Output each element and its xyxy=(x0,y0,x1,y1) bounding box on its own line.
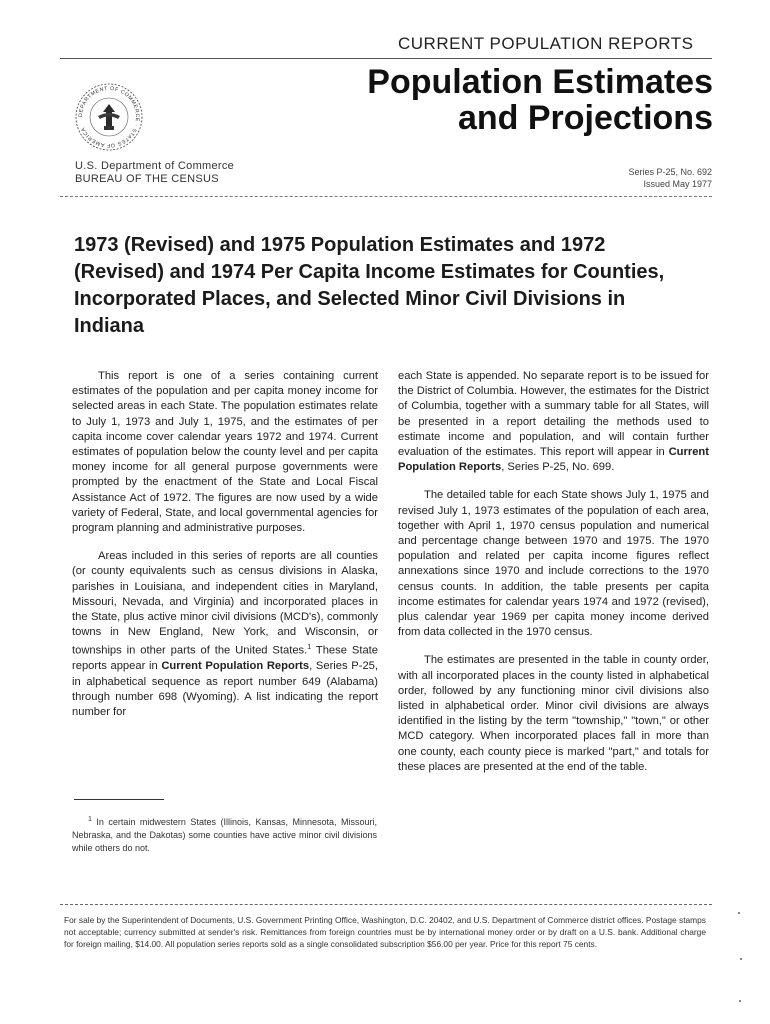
column-right xyxy=(398,369,709,788)
issue-date: Issued May 1977 xyxy=(643,179,712,189)
continued-text: each State is appended. No separate report is to be issued for the District of Columbia. However, the estimates for the District of Columbia, together with a summary table for all States, will be presented in a report detailing the methods used to estimate income and population, and will contain further evaluation of the estimates. This report will appear in xyxy=(398,370,709,459)
series-number: Series P-25, No. 692 xyxy=(628,167,712,177)
scan-speck xyxy=(738,912,740,914)
scan-speck xyxy=(740,958,742,960)
footnote-text: In certain midwestern States (Illinois, Kansas, Minnesota, Missouri, Nebraska, and the Dakotas) some counties have active minor civil divisions while others do not. xyxy=(72,817,377,853)
areas-text-3: , Series P-25, in alphabetical sequence as report number 649 (Alabama) through number 698 (Wyoming). A list indicating the report number for xyxy=(72,660,378,718)
table-order-paragraph: The estimates are presented in the table in county order, with all incorporated places in the county listed in alphabetical order, followed by any functioning minor civil divisions also listed in alphabetical order. Minor civil divisions are always identified in the listing by the term "township," "town," or other MCD category. When incorporated places fall in more than one county, each county piece is marked "part," and totals for these places are presented at the end of the table. xyxy=(398,654,709,773)
main-title-line-1: Population Estimates xyxy=(367,63,713,101)
report-series-ref: Current Population Reports xyxy=(161,660,310,673)
footnote-ref: 1 xyxy=(307,644,312,652)
main-title-line-2: and Projections xyxy=(457,99,713,137)
main-title xyxy=(293,64,713,136)
footnote-rule xyxy=(74,799,164,800)
footnote-marker: 1 xyxy=(88,816,92,823)
bureau-name: BUREAU OF THE CENSUS xyxy=(75,173,219,185)
commerce-seal-icon xyxy=(74,82,144,152)
areas-paragraph xyxy=(72,549,378,720)
table-description-paragraph: The detailed table for each State shows July 1, 1975 and revised July 1, 1973 estimates of the population of each area, together with April 1, 1970 census population and numerical and percentage change between 1970 and 1975. The 1970 population and related per capita income figures reflect annexations since 1970 and include corrections to the 1970 census counts. In addition, the table presents per capita income estimates for calendar years 1974 and 1972 (revised), plus calendar year 1969 per capita money income derived from data collected in the 1970 census. xyxy=(398,489,709,639)
intro-paragraph: This report is one of a series containing current estimates of the population and per capita money income for selected areas in each State. The population estimates relate to July 1, 1973 and July 1, 1975, and the estimates of per capita income cover calendar years 1972 and 1974. Current estimates of population below the county level and per capita money income for all general purpose governments were prompted by the enactment of the State and Local Fiscal Assistance Act of 1972. The figures are now used by a wide variety of Federal, State, and local governmental agencies for program planning and administrative purposes. xyxy=(72,370,378,535)
report-series-ref-2: Current Population Reports xyxy=(398,446,709,474)
department-name: U.S. Department of Commerce xyxy=(75,160,235,172)
seal-text: DEPARTMENT OF COMMERCE · STATES OF AMERICA xyxy=(77,85,141,149)
sale-notice: For sale by the Superintendent of Documents, U.S. Government Printing Office, Washington, D.C. 20402, and U.S. Department of Commerce district offices. Postage stamps not acceptable; currency submitted at sender's risk. Remittances from foreign countries must be by international money order or by draft on a U.S. bank. Additional charge for foreign mailing, $14.00. All population series reports sold as a single consolidated subscription $56.00 per year. Price for this report 75 cents. xyxy=(64,915,706,949)
department-block xyxy=(75,160,234,186)
series-title: CURRENT POPULATION REPORTS xyxy=(398,34,694,53)
areas-text-2: These State reports appear in xyxy=(72,645,378,673)
issue-info xyxy=(628,166,712,190)
continued-text-2: , Series P-25, No. 699. xyxy=(501,461,615,474)
sale-notice-rule xyxy=(60,904,712,905)
footnote xyxy=(72,813,377,855)
areas-text: Areas included in this series of reports are all counties (or county equivalents such as census divisions in Alaska, parishes in Louisiana, and independent cities in Maryland, Missouri, Nevada, and Virginia) and incorporated places in the State, plus active minor civil divisions (MCD's), commonly towns in New England, New York, and Wisconsin, or townships in other parts of the United States. xyxy=(72,550,378,658)
scan-speck xyxy=(739,1000,741,1002)
header-bottom-rule xyxy=(60,196,712,197)
header-rule xyxy=(60,58,712,59)
report-headline: 1973 (Revised) and 1975 Population Estimates and 1972 (Revised) and 1974 Per Capita Income Estimates for Counties, Incorporated Places, and Selected Minor Civil Divisions in Indiana xyxy=(74,234,665,337)
column-left xyxy=(72,369,378,733)
continued-paragraph xyxy=(398,369,709,475)
